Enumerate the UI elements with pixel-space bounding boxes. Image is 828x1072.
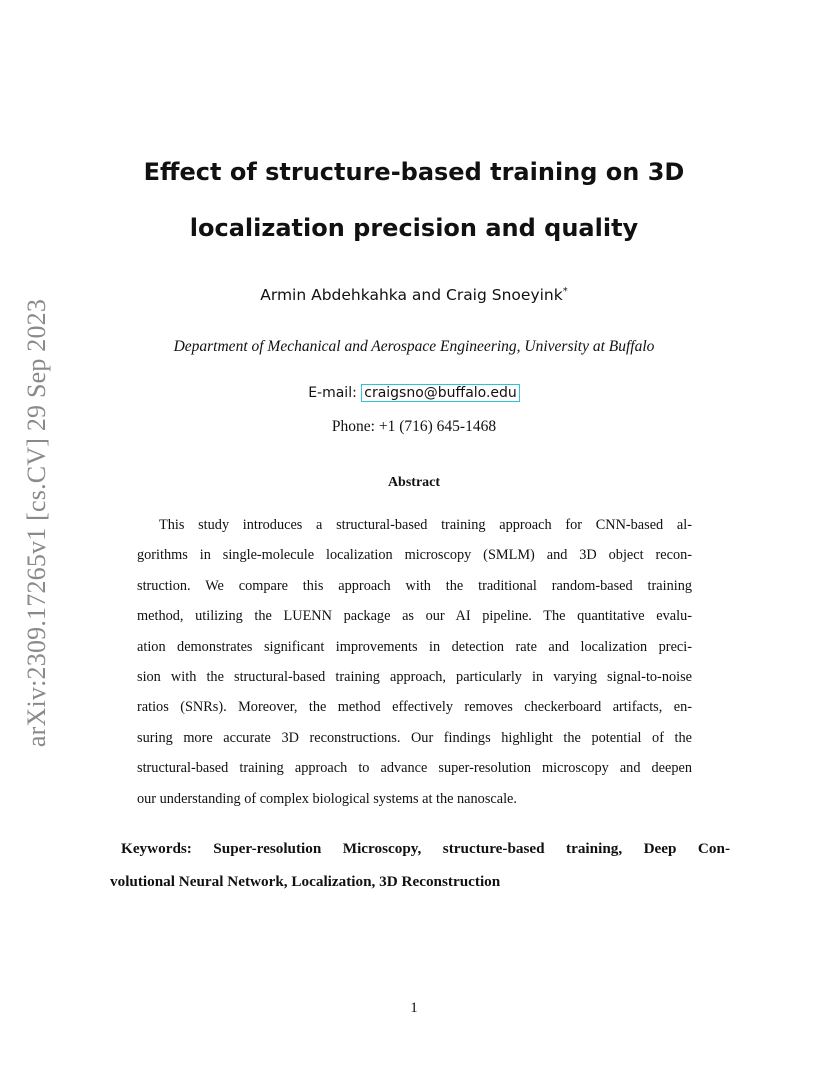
abstract-body: [137, 510, 692, 814]
paper-title-line-2: localization precision and quality: [189, 214, 639, 242]
abstract-line: ratios (SNRs). Moreover, the method effectively removes checkerboard artifacts, en-: [137, 699, 692, 716]
keywords-block: [110, 832, 730, 898]
abstract-line: method, utilizing the LUENN package as our AI pipeline. The quantitative evalu-: [137, 608, 692, 625]
abstract-line: suring more accurate 3D reconstructions. Our findings highlight the potential of the: [137, 729, 692, 746]
affiliation: Department of Mechanical and Aerospace Engineering, University at Buffalo: [173, 338, 655, 355]
abstract-line: structural-based training approach to advance super-resolution microscopy and deepen: [137, 760, 692, 777]
abstract-line: gorithms in single-molecule localization microscopy (SMLM) and 3D object recon-: [137, 547, 692, 564]
keywords-line: volutional Neural Network, Localization, 3D Reconstruction: [110, 873, 501, 890]
abstract-line: our understanding of complex biological systems at the nanoscale.: [137, 790, 517, 807]
keywords-line: Keywords: Super-resolution Microscopy, structure-based training, Deep Con-: [121, 840, 730, 857]
page-number: 1: [410, 1000, 418, 1016]
abstract-line: ation demonstrates significant improvements in detection rate and localization preci-: [137, 638, 692, 655]
email-label: E-mail:: [308, 385, 362, 401]
email-link[interactable]: craigsno@buffalo.edu: [361, 384, 520, 402]
phone-line: Phone: +1 (716) 645-1468: [331, 418, 497, 435]
paper-title-line-1: Effect of structure-based training on 3D: [143, 158, 685, 186]
abstract-line: sion with the structural-based training approach, particularly in varying signal-to-noise: [137, 668, 692, 685]
arxiv-identifier-stamp: [17, 285, 57, 760]
email-line: [0, 385, 828, 401]
abstract-heading: Abstract: [387, 475, 441, 490]
author-names: Armin Abdehkahka and Craig Snoeyink: [260, 286, 563, 305]
abstract-line: This study introduces a structural-based training approach for CNN-based al-: [159, 517, 692, 533]
author-list: [0, 286, 828, 304]
abstract-line: struction. We compare this approach with the traditional random-based training: [137, 577, 692, 594]
arxiv-identifier-text: arXiv:2309.17265v1 [cs.CV] 29 Sep 2023: [22, 298, 51, 747]
corresponding-author-mark: *: [562, 286, 568, 297]
